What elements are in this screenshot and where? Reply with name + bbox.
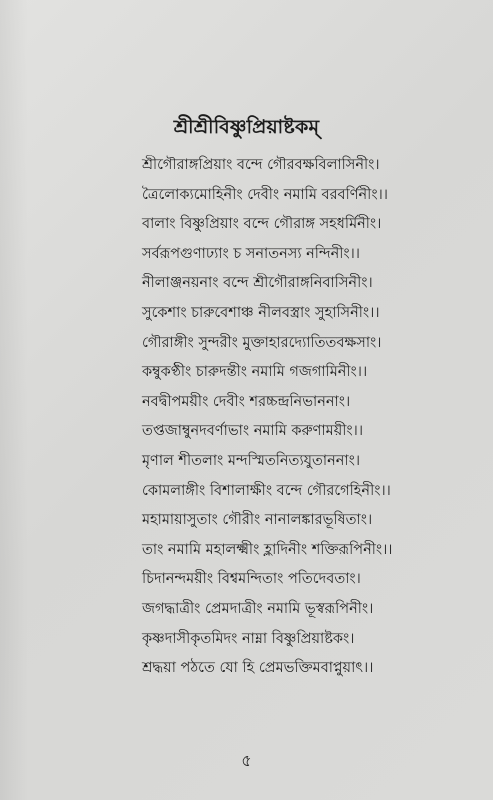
page-number: ৫ bbox=[241, 751, 252, 770]
verse-line: মহামায়াসুতাং গৌরীং নানালঙ্কারভূষিতাং। bbox=[142, 512, 373, 529]
verse-line: জগদ্ধাত্রীং প্রেমদাত্রীং নমামি ভূস্বরূপিনীং। bbox=[142, 600, 374, 617]
verse-line: মৃণাল শীতলাং মন্দস্মিতনিত্যযুতাননাং। bbox=[142, 452, 361, 469]
verse-line: শ্রদ্ধয়া পঠতে যো হি প্রেমভক্তিমবাপ্নুয়াৎ।। bbox=[142, 660, 374, 677]
verse-line: নীলাঞ্জনয়নাং বন্দে শ্রীগৌরাঙ্গনিবাসিনীং। bbox=[142, 275, 373, 292]
verse-line: চিদানন্দময়ীং বিশ্বমন্দিতাং পতিদেবতাং। bbox=[142, 571, 361, 588]
verse-line: গৌরাঙ্গীং সুন্দরীং মুক্তাহারদ্যোতিতবক্ষসাং। bbox=[142, 334, 382, 351]
verse-line: কম্বুকণ্ঠীং চারুদন্তীং নমামি গজগামিনীং।। bbox=[142, 364, 368, 381]
verse-line: তপ্তজাম্বুনদবর্ণাভাং নমামি করুণাময়ীং।। bbox=[142, 423, 364, 440]
verse-line: সর্বরূপগুণাঢ্যাং চ সনাতনস্য নন্দিনীং।। bbox=[142, 245, 360, 262]
verse-line: বালাং বিষ্ণুপ্রিয়াং বন্দে গৌরাঙ্গ সহধর্মিনীং। bbox=[142, 216, 382, 233]
verse-line: শ্রীগৌরাঙ্গপ্রিয়াং বন্দে গৌরবক্ষবিলাসিনীং। bbox=[142, 157, 380, 173]
verse-line: সুকেশাং চারুবেশাঞ্চ নীলবস্ত্রাং সুহাসিনীং।। bbox=[142, 304, 380, 321]
verse-list bbox=[142, 151, 487, 684]
verse-line: ত্রৈলোক্যমোহিনীং দেবীং নমামি বরবর্ণিনীং।। bbox=[142, 186, 388, 203]
page-title: শ্রীশ্রীবিষ্ণুপ্রিয়াষ্টকম্ bbox=[173, 116, 320, 138]
verse-line: কৃষ্ণদাসীকৃতমিদং নাম্না বিষ্ণুপ্রিয়াষ্টকং। bbox=[142, 630, 355, 647]
verse-line: নবদ্বীপময়ীং দেবীং শরচ্চন্দ্রনিভাননাং। bbox=[142, 393, 351, 410]
verse-line: তাং নমামি মহালক্ষ্মীং হ্লাদিনীং শক্তিরূপিনীং।। bbox=[142, 541, 393, 558]
verse-line: কোমলাঙ্গীং বিশালাক্ষীং বন্দে গৌরগেহিনীং।। bbox=[142, 482, 391, 499]
